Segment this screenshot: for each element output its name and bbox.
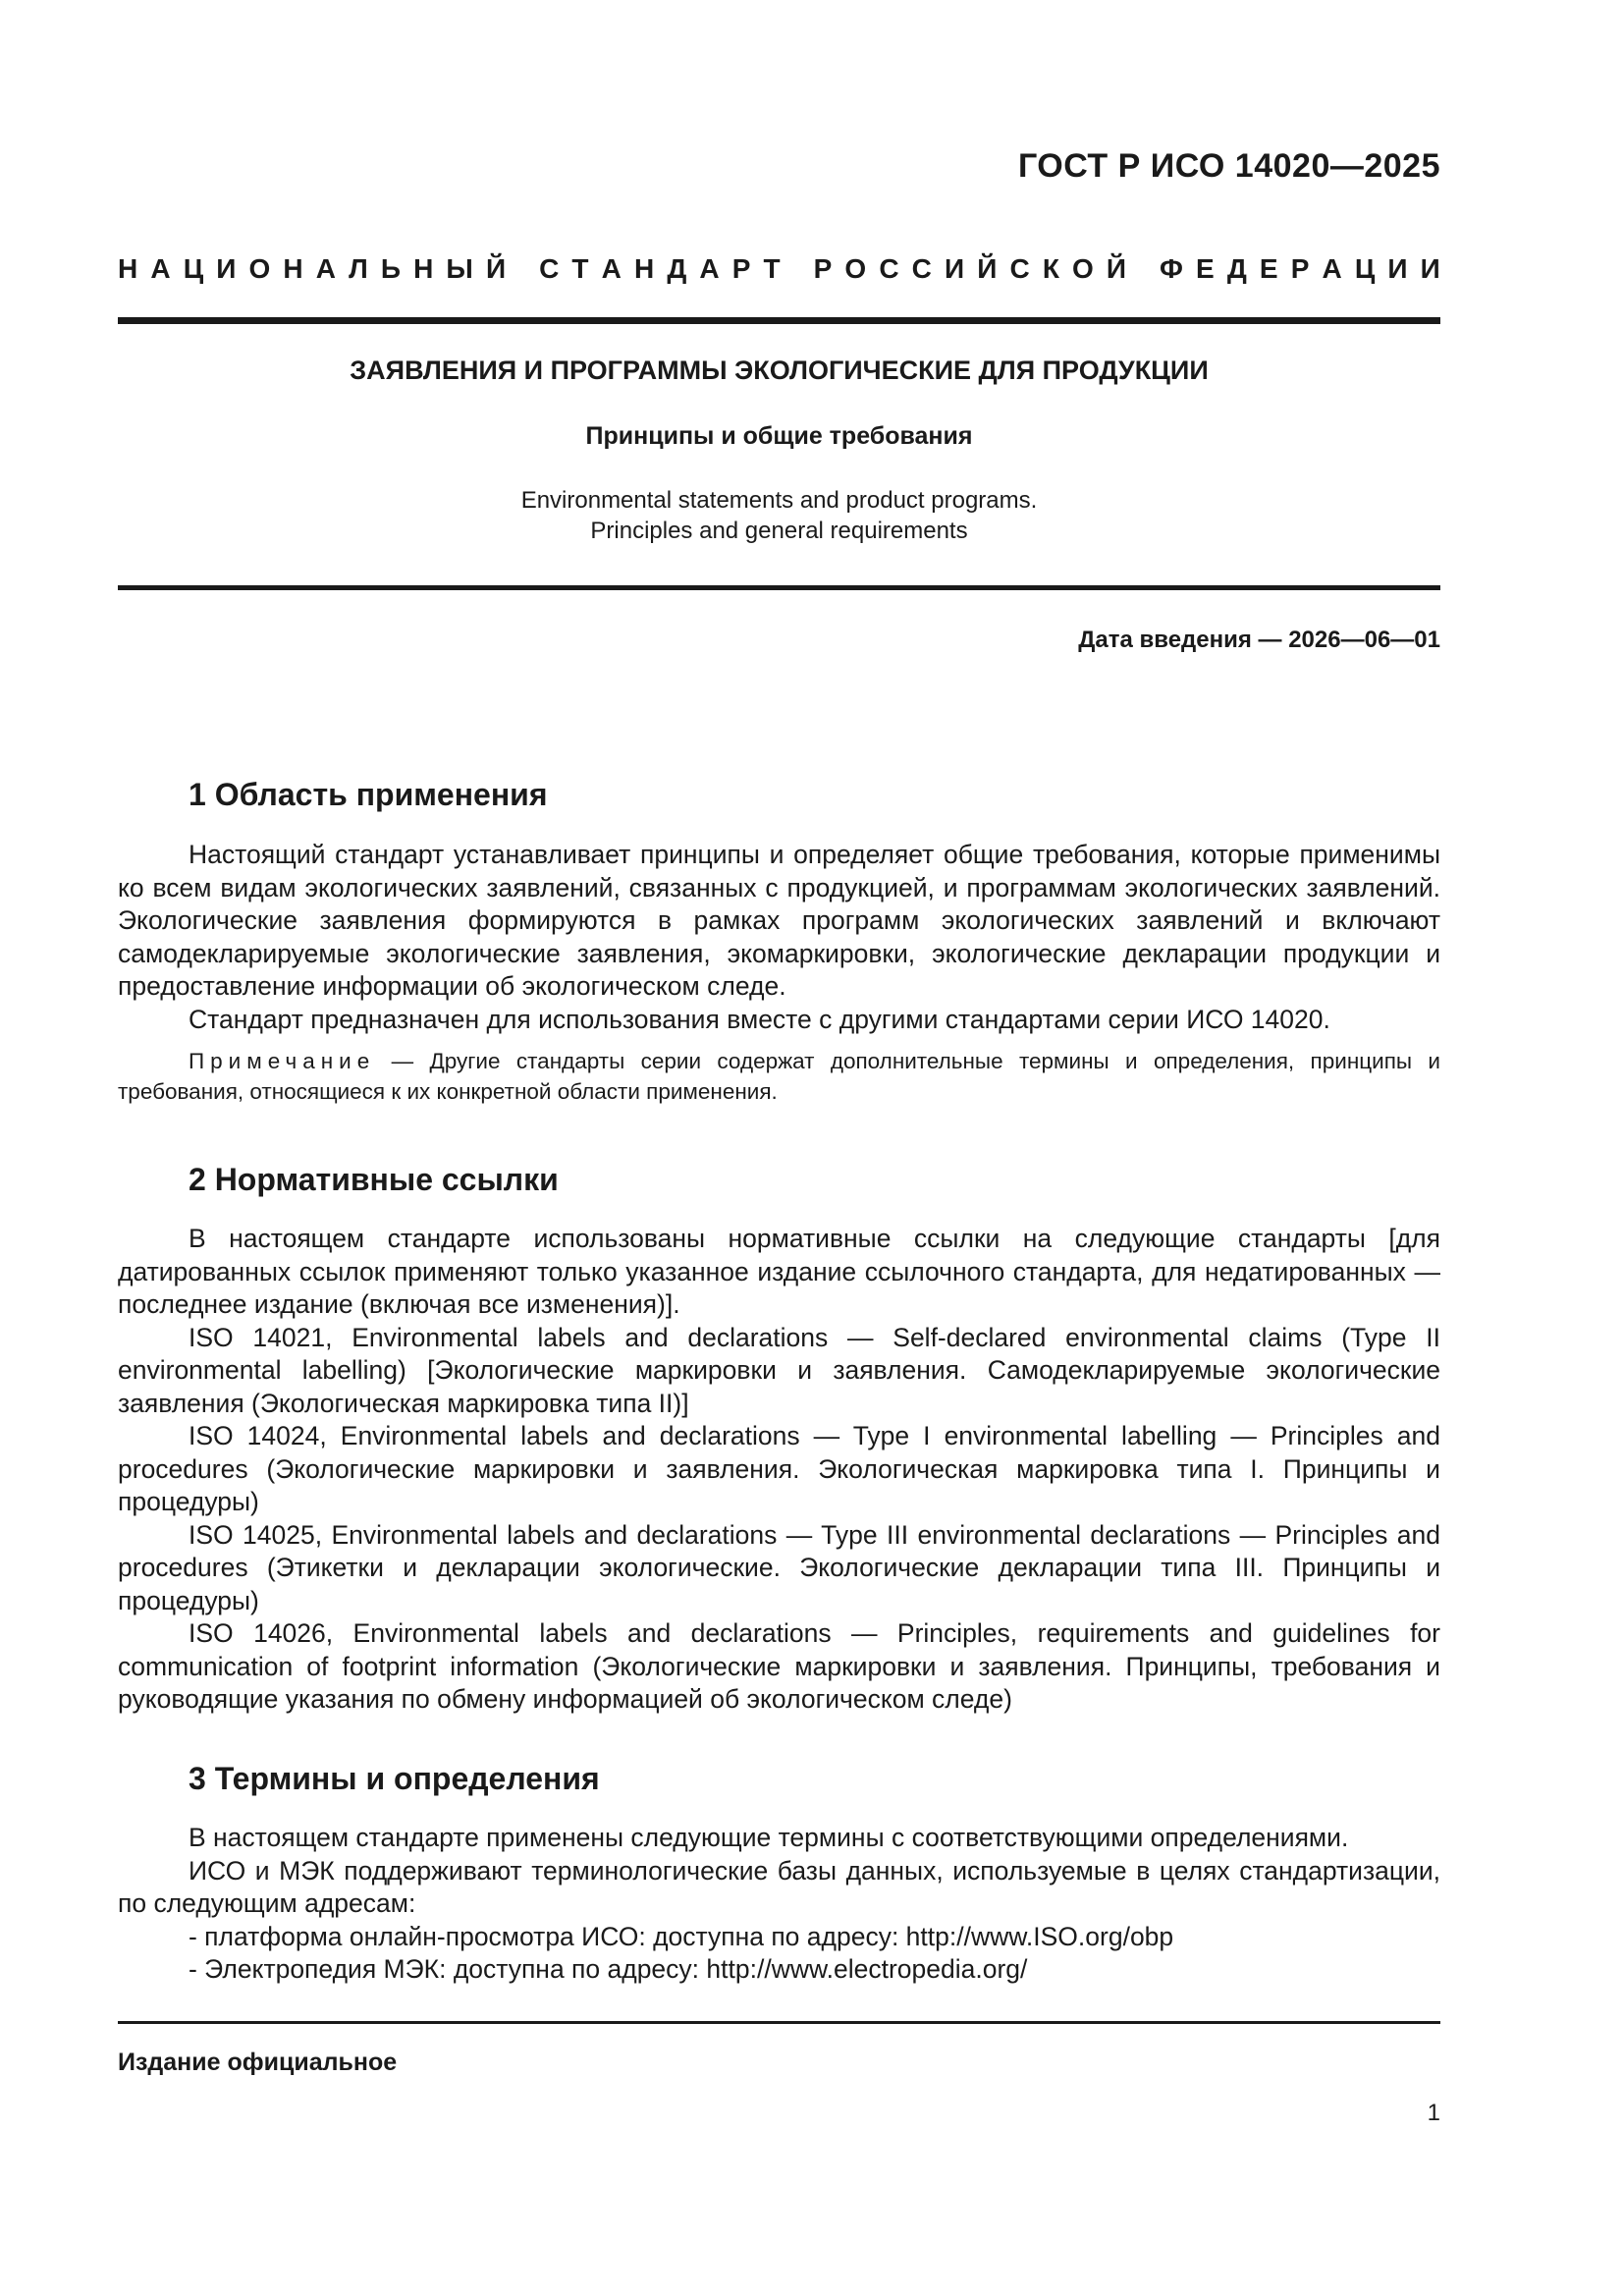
banner-letter: А	[315, 253, 336, 284]
banner-letter: И	[1420, 253, 1440, 284]
banner-letter: Н	[413, 253, 434, 284]
banner-letter: Р	[1290, 253, 1310, 284]
banner-space	[793, 253, 801, 285]
banner-letter: Т	[763, 253, 781, 284]
note-text: — Другие стандарты серии содержат дополнительные термины и определения, принципы и требования, относящиеся к их конкретной области применения.	[118, 1049, 1440, 1104]
banner-letter: Ы	[446, 253, 473, 284]
page-number: 1	[1427, 2100, 1440, 2126]
section-normative-references	[118, 1162, 1440, 1717]
paragraph: ИСО и МЭК поддерживают терминологические базы данных, используемые в целях стандартизации, по следующим адресам:	[118, 1855, 1440, 1918]
document-code: ГОСТ Р ИСО 14020—2025	[1017, 147, 1440, 185]
banner-letter: С	[1009, 253, 1030, 284]
banner-letter: Р	[813, 253, 833, 284]
banner-letter: Т	[571, 253, 589, 284]
banner-letter: Е	[1259, 253, 1278, 284]
banner-letter: Ь	[380, 253, 401, 284]
banner-letter: О	[1072, 253, 1094, 284]
banner-letter: К	[1042, 253, 1059, 284]
document-subtitle: Принципы и общие требования	[585, 422, 973, 450]
banner-letter: И	[216, 253, 237, 284]
banner-space	[518, 253, 526, 285]
list-item: - Электропедия МЭК: доступна по адресу: http://www.electropedia.org/	[189, 1954, 1028, 1984]
banner-letter: А	[699, 253, 720, 284]
banner-letter: О	[844, 253, 867, 284]
banner-letter: Й	[1106, 253, 1127, 284]
banner-letter: С	[539, 253, 560, 284]
footer-rule	[118, 2021, 1440, 2024]
introduction-date: Дата введения — 2026—06—01	[1078, 627, 1440, 653]
note-label: Примечание	[189, 1049, 376, 1073]
banner-letter: С	[879, 253, 899, 284]
document-title-english	[118, 485, 1440, 546]
english-title-line-2: Principles and general requirements	[590, 518, 968, 544]
national-standard-banner	[118, 253, 1440, 285]
list-item: - платформа онлайн-просмотра ИСО: доступна по адресу: http://www.ISO.org/obp	[189, 1921, 1174, 1951]
note	[118, 1046, 1440, 1107]
banner-letter: С	[911, 253, 932, 284]
paragraph: Стандарт предназначен для использования вместе с другими стандартами серии ИСО 14020.	[189, 1004, 1330, 1034]
paragraph: ISO 14024, Environmental labels and declarations — Type I environmental labelling — Principles and procedures (Экологические маркировки и заявления. Экологическая маркировка типа I. Принципы и процедуры)	[118, 1421, 1440, 1516]
banner-letter: Ф	[1160, 253, 1183, 284]
section-heading: 2 Нормативные ссылки	[189, 1162, 559, 1197]
banner-letter: А	[150, 253, 171, 284]
section-heading: 1 Область применения	[189, 777, 548, 812]
banner-letter: Н	[118, 253, 138, 284]
banner-letter: О	[248, 253, 271, 284]
paragraph: В настоящем стандарте применены следующие термины с соответствующими определениями.	[189, 1823, 1349, 1852]
banner-letter: Д	[667, 253, 687, 284]
banner-letter: Н	[633, 253, 655, 284]
title-rule	[118, 585, 1440, 590]
document-title: ЗАЯВЛЕНИЯ И ПРОГРАММЫ ЭКОЛОГИЧЕСКИЕ ДЛЯ ПРОДУКЦИИ	[350, 355, 1209, 385]
banner-letter: А	[1322, 253, 1342, 284]
banner-letter: А	[601, 253, 622, 284]
banner-letter: Е	[1196, 253, 1215, 284]
banner-space	[1139, 253, 1147, 285]
banner-letter: Ц	[183, 253, 204, 284]
banner-letter: Д	[1226, 253, 1247, 284]
section-scope	[118, 777, 1440, 1107]
paragraph: ISO 14025, Environmental labels and declarations — Type III environmental declarations — Principles and procedures (Этикетки и декларации экологические. Экологические декларации типа III. Принципы и процедуры)	[118, 1519, 1440, 1615]
banner-letter: Н	[283, 253, 303, 284]
section-heading: 3 Термины и определения	[189, 1761, 600, 1796]
banner-letter: Й	[485, 253, 507, 284]
paragraph: ISO 14026, Environmental labels and declarations — Principles, requirements and guidelines for communication of footprint information (Экологические маркировки и заявления. Принципы, требования и руководящие указания по обмену информацией об экологическом следе)	[118, 1618, 1440, 1714]
official-edition-label: Издание официальное	[118, 2049, 398, 2076]
banner-letter: Ц	[1354, 253, 1376, 284]
banner-letter: И	[1387, 253, 1408, 284]
section-terms-definitions	[118, 1761, 1440, 1987]
banner-letter: Л	[349, 253, 368, 284]
paragraph: ISO 14021, Environmental labels and declarations — Self-declared environmental claims (Type II environmental labelling) [Экологические маркировки и заявления. Самодекларируемые экологические заявления (Экологическая маркировка типа II)]	[118, 1322, 1440, 1418]
paragraph: В настоящем стандарте использованы нормативные ссылки на следующие стандарты [для датированных ссылок применяют только указанное издание ссылочного стандарта, для недатированных — последнее издание (включая все изменения)].	[118, 1224, 1440, 1319]
header-rule	[118, 317, 1440, 324]
banner-letter: Й	[977, 253, 998, 284]
banner-letter: И	[945, 253, 965, 284]
english-title-line-1: Environmental statements and product programs.	[520, 487, 1038, 514]
paragraph: Настоящий стандарт устанавливает принципы и определяет общие требования, которые применимы ко всем видам экологических заявлений, связанных с продукцией, и программам экологических заявлений. Экологические заявления формируются в рамках программ экологических заявлений и включают самодекларируемые экологические заявления, экомаркировки, экологические декларации продукции и предоставление информации об экологическом следе.	[118, 840, 1440, 1001]
banner-letter: Р	[731, 253, 751, 284]
